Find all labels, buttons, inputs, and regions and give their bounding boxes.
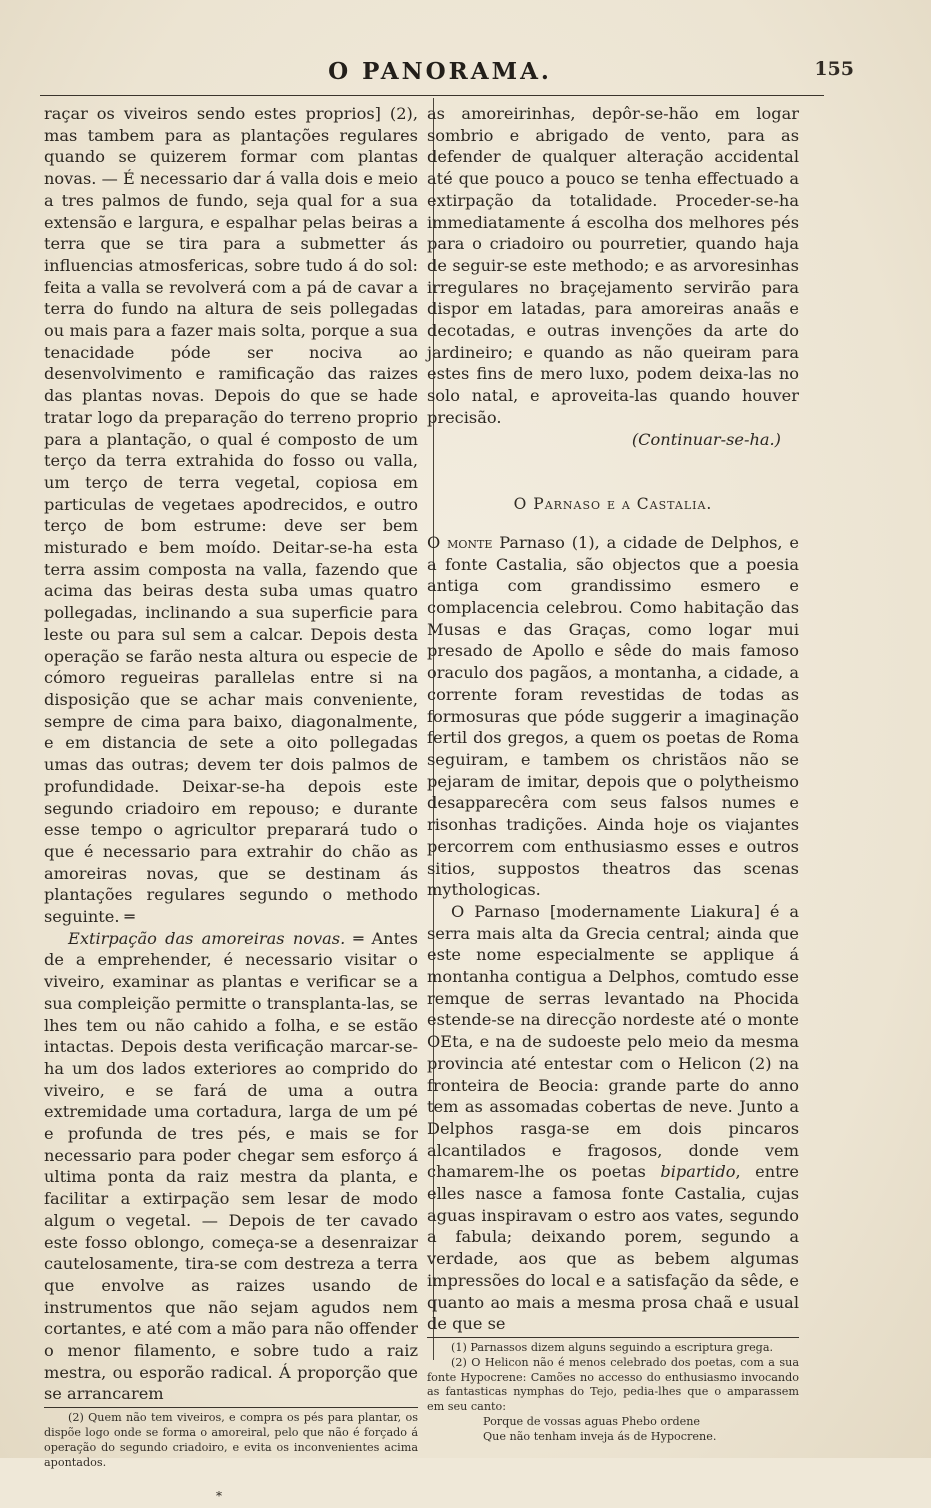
signature-star: * [216, 1489, 222, 1504]
left-footnote [44, 1411, 418, 1470]
footnote-2: (2) O Helicon não é menos celebrado dos poetas, com a sua fonte Hypocrene: Camões no accesso do enthusiasmo invocando as fantasticas nymphas do Tejo, pedia-lhes que o amparassem em seu canto: [427, 1355, 799, 1414]
footnote-1: (1) Parnassos dizem alguns seguindo a escriptura grega. [451, 1340, 774, 1354]
page-number: 155 [814, 58, 854, 80]
extirpation-text: ═ Antes de a emprehender, é necessario visitar o viveiro, examinar as plantas e verificar se a sua compleição permitte o transplanta-las, se lhes tem ou não cahido a folha, e se estão intactas. Depois desta verificação marcar-se-ha um dos lados exteriores ao comprido do viveiro, e se fará de uma a outra extremidade uma cortadura, larga de um pé e profunda de tres pés, e mais se for necessario para poder chegar sem esforço á ultima ponta da raiz mestra da planta, e facilitar a extirpação sem lesar de modo algum o vegetal. — Depois de ter cavado este fosso oblongo, começa-se a desenraizar cautelosamente, tira-se com destreza a terra que envolve as raizes usando de instrumentos que não sejam agudos nem cortantes, e até com a mão para não offender o menor filamento, e sobre tudo a raiz mestra, ou esporão radical. Á proporção que se arrancarem [44, 928, 418, 1404]
section-paragraph-2-start: O Parnaso [modernamente Liakura] é a serra mais alta da Grecia central; ainda que este nome especialmente se applique á montanha contigua a Delphos, comtudo esse remque de serras levantado na Phocida estende-se na direcção nordeste até o monte OEta, e na de sudoeste pelo meio da mesma provincia até entestar com o Helicon (2) na fronteira de Beocia: grande parte do anno tem as assomadas cobertas de neve. Junto a Delphos rasga-se em dois pincaros alcantilados e fragosos, donde vem chamarem-lhe os poetas [427, 901, 799, 1182]
section-paragraph-1-text: Parnaso (1), a cidade de Delphos, e a fonte Castalia, são objectos que a poesia antiga com grandissimo esmero e complacencia celebrou. Como habitação das Musas e das Graças, como logar mui presado de Apollo e sêde do mais famoso oraculo dos pagãos, a montanha, a cidade, a corrente foram revestidas de todas as formosuras que póde suggerir a imaginação fertil dos gregos, a quem os poetas de Roma seguiram, e tambem os christãos não se pejaram de imitar, depois que o polytheismo desapparecêra com seus falsos numes e risonhas tradições. Ainda hoje os viajantes percorrem com enthusiasmo esses e outros sitios, suppostos theatros das scenas mythologicas. [427, 532, 799, 900]
right-footnote-rule [427, 1337, 799, 1338]
left-footnote-rule [44, 1407, 418, 1408]
header-rule [40, 95, 824, 96]
left-paragraph-2 [44, 928, 418, 1405]
left-paragraph-1: raçar os viveiros sendo estes proprios] (2), mas tambem para as plantações regulares quando se quizerem formar com plantas novas. — É necessario dar á valla dois e meio a tres palmos de fundo, seja qual for a sua extensão e largura, e espalhar pelas beiras a terra que se tira para a submetter ás influencias atmosfericas, sobre tudo á do sol: feita a valla se revolverá com a pá de cavar a terra do fundo na altura de seis pollegadas ou mais para a fazer mais solta, porque a sua tenacidade póde ser nociva ao desenvolvimento e ramificação das raizes das plantas novas. Depois do que se hade tratar logo da preparação do terreno proprio para a plantação, o qual é composto de um terço da terra extrahida do fosso ou valla, um terço de terra vegetal, copiosa em particulas de vegetaes apodrecidos, e outro terço de bom estrume: deve ser bem misturado e bem moído. Deitar-se-ha esta terra assim composta na valla, fazendo que acima das beiras desta suba umas quatro pollegadas, inclinando a sua superficie para leste ou para sul sem a calcar. Depois desta operação se farão nesta altura ou especie de cómoro regueiras parallelas entre si na disposição que se achar mais conveniente, sempre de cima para baixo, diagonalmente, e em distancia de sete a oito pollegadas umas das outras; devem ter dois palmos de profundidade. Deixar-se-ha depois este segundo criadoiro em repouso; e durante esse tempo o agricultor preparará tudo o que é necessario para extrahir do chão as amoreiras novas, que se destinam ás plantações regulares segundo o methodo seguinte. ═ [44, 104, 418, 927]
extirpation-heading: Extirpação das amoreiras novas. [68, 928, 346, 948]
verse-line-1: Porque de vossas aguas Phebo ordene [483, 1414, 701, 1428]
right-paragraph-1: as amoreirinhas, depôr-se-hão em logar sombrio e abrigado de vento, para as defender de qualquer alteração accidental até que pouco a pouco se tenha effectuado a extirpação da totalidade. Proceder-se-ha immediatamente á escolha dos melhores pés para o criadoiro ou pourretier, quando haja de seguir-se este methodo; e as arvoresinhas irregulares no braçejamento servirão para dispor em latadas, para amoreiras anaãs e decotadas, e outras invenções da arte do jardineiro; e quando as não queiram para estes fins de mero luxo, podem deixa-las no solo natal, e aproveita-las quando houver precisão. [427, 104, 799, 427]
section-paragraph-1 [427, 532, 799, 901]
italic-word: bipartido [660, 1162, 736, 1182]
right-footnotes [427, 1341, 799, 1445]
verse-line-2: Que não tenham inveja ás de Hypocrene. [483, 1429, 717, 1443]
section-title [427, 494, 799, 516]
left-column [44, 103, 418, 1508]
continuation-note: (Continuar-se-ha.) [631, 429, 781, 449]
footnote-2-left: (2) Quem não tem viveiros, e compra os pés para plantar, os dispõe logo onde se forma o amoreiral, pelo que não é forçado á operação do segundo criadoiro, e evita os inconvenientes acima apontados. [44, 1411, 418, 1469]
section-paragraph-2-end: , entre elles nasce a famosa fonte Castalia, cujas aguas inspiravam o estro aos vates, segundo a fabula; deixando porem, segundo a verdade, aos que as bebem algumas impressões do local e a satisfação da sêde, e quanto ao mais a mesma prosa chaã e usual de que se [427, 1162, 799, 1334]
drop-words: O monte [427, 532, 493, 552]
section-title-text: O Parnaso e a Castalia. [513, 495, 713, 514]
masthead-title: O PANORAMA. [328, 58, 552, 85]
section-paragraph-2 [427, 901, 799, 1335]
right-column [427, 103, 799, 1445]
page-header [40, 58, 854, 94]
